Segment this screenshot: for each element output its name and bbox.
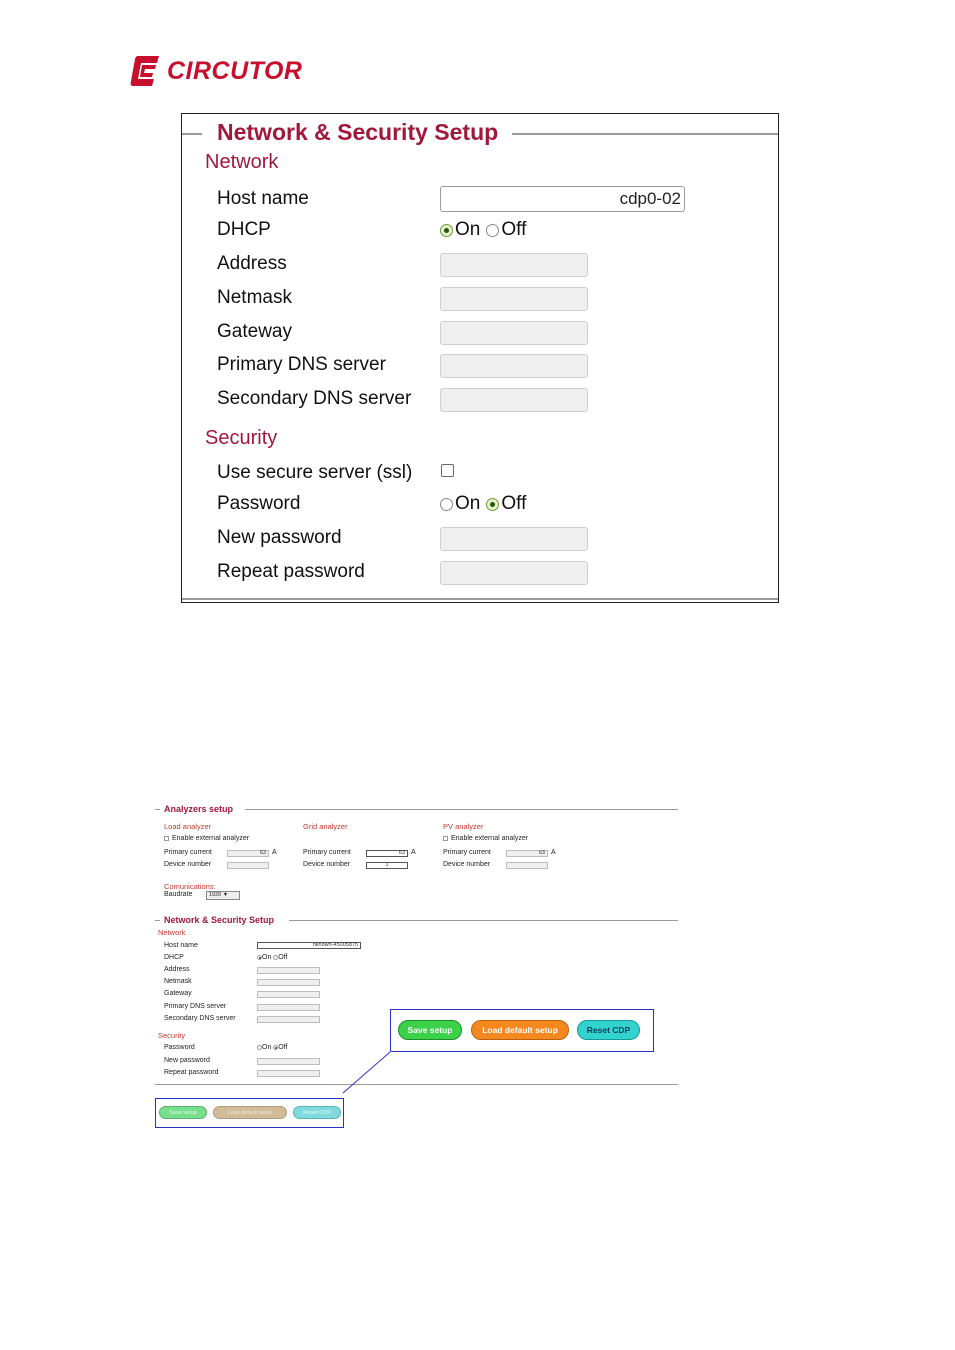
password-on-radio[interactable] bbox=[440, 498, 453, 511]
ssl-label: Use secure server (ssl) bbox=[217, 462, 413, 483]
ssl-checkbox[interactable] bbox=[441, 464, 454, 477]
new-password-input[interactable] bbox=[440, 527, 588, 551]
small-new-password-label: New password bbox=[164, 1057, 210, 1064]
baudrate-select[interactable]: 1920 ▼ bbox=[206, 891, 240, 900]
load-primary-current-input[interactable]: 63 bbox=[227, 850, 269, 857]
new-password-label: New password bbox=[217, 527, 342, 548]
security-heading: Security bbox=[205, 427, 278, 449]
dhcp-radio-group bbox=[440, 219, 532, 241]
fieldset-bottom-border bbox=[182, 598, 778, 600]
netmask-input[interactable] bbox=[440, 287, 588, 311]
network-heading: Network bbox=[205, 151, 279, 173]
small-password-label: Password bbox=[164, 1044, 195, 1051]
gateway-input[interactable] bbox=[440, 321, 588, 345]
zoom-connector bbox=[150, 800, 690, 1140]
pv-unit: A bbox=[551, 849, 556, 856]
analyzers-title: Analyzers setup bbox=[164, 804, 234, 814]
pv-device-number-label: Device number bbox=[443, 861, 491, 868]
buttons-original-box bbox=[155, 1098, 344, 1128]
netmask-label: Netmask bbox=[217, 287, 292, 308]
small-host-name-label: Host name bbox=[164, 942, 198, 949]
dhcp-on-radio[interactable] bbox=[440, 224, 453, 237]
network-security-title: Network & Security Setup bbox=[164, 915, 275, 925]
address-input[interactable] bbox=[440, 253, 588, 277]
small-password-on-label: On bbox=[262, 1044, 272, 1051]
repeat-password-label: Repeat password bbox=[217, 561, 365, 582]
dhcp-on-label: On bbox=[455, 219, 481, 240]
network-security-panel bbox=[181, 113, 779, 603]
fieldset-border bbox=[512, 133, 778, 135]
grid-primary-current-input[interactable]: 63 bbox=[366, 850, 408, 857]
small-host-name-input[interactable]: nknown-45005875 bbox=[257, 942, 361, 949]
grid-device-number-label: Device number bbox=[303, 861, 351, 868]
small-gateway-label: Gateway bbox=[164, 990, 192, 997]
small-reset-cdp-button[interactable]: Reset CDP bbox=[293, 1106, 341, 1119]
baudrate-label: Baudrate bbox=[164, 891, 193, 898]
small-address-label: Address bbox=[164, 966, 190, 973]
host-name-input[interactable]: cdp0-02 bbox=[440, 186, 685, 212]
save-setup-button[interactable]: Save setup bbox=[398, 1020, 462, 1040]
password-on-label: On bbox=[455, 493, 481, 514]
primary-dns-label: Primary DNS server bbox=[217, 354, 386, 375]
small-dhcp-on-label: On bbox=[262, 954, 272, 961]
host-name-label: Host name bbox=[217, 188, 309, 209]
fieldset-border bbox=[182, 133, 202, 135]
reset-cdp-button[interactable]: Reset CDP bbox=[577, 1020, 640, 1040]
gateway-label: Gateway bbox=[217, 321, 292, 342]
circutor-logo-icon bbox=[130, 55, 160, 87]
repeat-password-input[interactable] bbox=[440, 561, 588, 585]
communications-heading: Comunications: bbox=[164, 882, 216, 891]
grid-primary-current-label: Primary current bbox=[303, 849, 351, 856]
small-network-heading: Network bbox=[158, 928, 186, 937]
small-dhcp-off-label: Off bbox=[278, 954, 288, 961]
primary-dns-input[interactable] bbox=[440, 354, 588, 378]
buttons-zoom-box bbox=[390, 1009, 654, 1052]
small-load-default-setup-button[interactable]: Load default setup bbox=[213, 1106, 287, 1119]
load-primary-current-label: Primary current bbox=[164, 849, 212, 856]
zoom-connector-line bbox=[343, 1052, 390, 1093]
small-primary-dns-label: Primary DNS server bbox=[164, 1003, 227, 1010]
brand-name: CIRCUTOR bbox=[167, 56, 303, 85]
small-password-off-label: Off bbox=[278, 1044, 288, 1051]
full-setup-screenshot bbox=[150, 800, 690, 1140]
pv-primary-current-label: Primary current bbox=[443, 849, 491, 856]
password-label: Password bbox=[217, 493, 301, 514]
small-repeat-password-label: Repeat password bbox=[164, 1069, 219, 1076]
load-default-setup-button[interactable]: Load default setup bbox=[471, 1020, 569, 1040]
grid-unit: A bbox=[411, 849, 416, 856]
small-secondary-dns-label: Secondary DNS server bbox=[164, 1015, 236, 1022]
load-enable-label: Enable external analyzer bbox=[172, 835, 250, 842]
password-radio-group bbox=[440, 493, 532, 515]
small-netmask-label: Netmask bbox=[164, 978, 192, 985]
grid-device-number-input[interactable]: 1 bbox=[366, 862, 408, 869]
pv-analyzer-heading: PV analyzer bbox=[443, 822, 484, 831]
circutor-logo bbox=[130, 55, 302, 87]
secondary-dns-input[interactable] bbox=[440, 388, 588, 412]
dhcp-off-radio[interactable] bbox=[486, 224, 499, 237]
small-security-heading: Security bbox=[158, 1031, 186, 1040]
panel-title: Network & Security Setup bbox=[217, 119, 499, 145]
load-unit: A bbox=[272, 849, 277, 856]
load-device-number-label: Device number bbox=[164, 861, 212, 868]
secondary-dns-label: Secondary DNS server bbox=[217, 388, 412, 409]
dhcp-label: DHCP bbox=[217, 219, 271, 240]
password-off-radio[interactable] bbox=[486, 498, 499, 511]
dhcp-off-label: Off bbox=[501, 219, 527, 240]
password-off-label: Off bbox=[501, 493, 527, 514]
small-dhcp-label: DHCP bbox=[164, 954, 184, 961]
pv-primary-current-input[interactable]: 63 bbox=[506, 850, 548, 857]
pv-enable-label: Enable external analyzer bbox=[451, 835, 529, 842]
small-save-setup-button[interactable]: Save setup bbox=[159, 1106, 207, 1119]
address-label: Address bbox=[217, 253, 287, 274]
load-analyzer-heading: Load analyzer bbox=[164, 822, 212, 831]
grid-analyzer-heading: Grid analyzer bbox=[303, 822, 348, 831]
